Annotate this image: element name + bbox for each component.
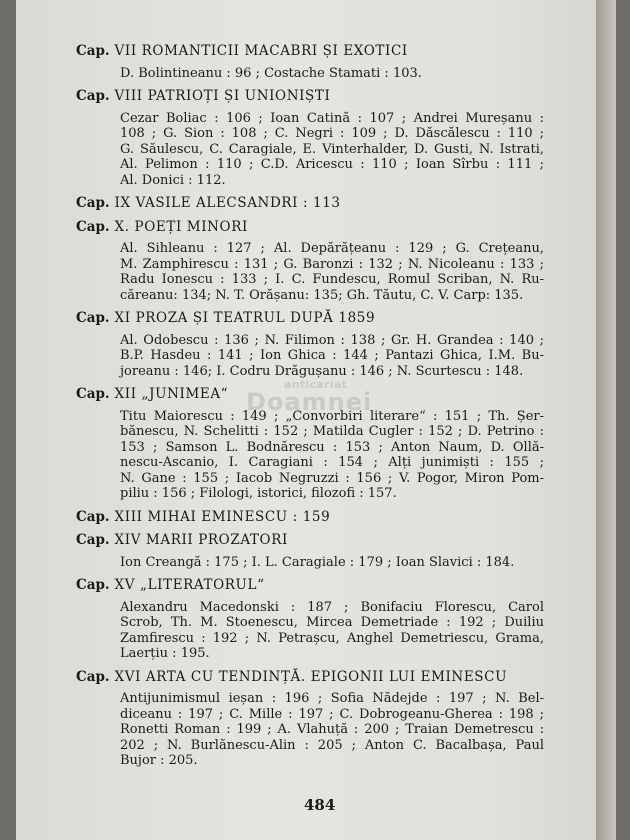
chapter-entry xyxy=(76,196,544,212)
chapter-entry-line: diceanu : 197 ; C. Mille : 197 ; C. Dobrogeanu-Gherea : 198 ; xyxy=(120,706,544,722)
chapter-entry xyxy=(76,311,544,379)
chapter-entry-line: căreanu: 134; N. T. Orășanu: 135; Gh. Tăutu, C. V. Carp: 135. xyxy=(120,287,524,303)
chapter-heading xyxy=(76,220,544,236)
chapter-entry-line: joreanu : 146; I. Codru Drăgușanu : 146 ; N. Scurtescu : 148. xyxy=(120,363,524,379)
chapter-entry-line: Zamfirescu : 192 ; N. Petrașcu, Anghel Demetriescu, Grama, xyxy=(120,630,544,646)
chapter-entry-line: Titu Maiorescu : 149 ; „Convorbiri literare“ : 151 ; Th. Șer- xyxy=(120,408,544,424)
chapter-entry-line: bănescu, N. Schelitti : 152 ; Matilda Cugler : 152 ; D. Petrino : xyxy=(120,424,544,439)
chapter-entry-line: nescu-Ascanio, I. Caragiani : 154 ; Alți junimiști : 155 ; xyxy=(120,455,544,470)
watermark-big-text: Doamnei xyxy=(246,388,373,416)
chapter-entry-line: 202 ; N. Burlănescu-Alin : 205 ; Anton C. Bacalbașa, Paul xyxy=(120,737,544,753)
chapter-entry-line: Al. Pelimon : 110 ; C.D. Aricescu : 110 ; Ioan Sîrbu : 111 ; xyxy=(120,157,544,172)
chapter-entry-line: Cezar Boliac : 106 ; Ioan Catină : 107 ; Andrei Mureșanu : xyxy=(120,110,544,126)
chapter-entry xyxy=(76,670,544,769)
chapter-entry-line: 153 ; Samson L. Bodnărescu : 153 ; Anton Naum, D. Ollă- xyxy=(120,439,544,455)
chapter-title: IX VASILE ALECSANDRI : 113 xyxy=(114,195,341,211)
page-edge xyxy=(596,0,616,840)
chapter-heading xyxy=(76,311,544,327)
chapter-entry-line: Laerțiu : 195. xyxy=(120,646,210,661)
chapter-heading xyxy=(76,670,544,686)
chapter-title: VIII PATRIOȚI ȘI UNIONIȘTI xyxy=(114,88,331,104)
chapter-title: XIV MARII PROZATORI xyxy=(114,532,288,548)
chapter-entry-line: B.P. Hasdeu : 141 ; Ion Ghica : 144 ; Pantazi Ghica, I.M. Bu- xyxy=(120,348,544,363)
chapter-entry xyxy=(76,510,544,526)
chapter-title: X. POEȚI MINORI xyxy=(114,218,248,235)
chapter-entry xyxy=(76,533,544,570)
chapter-prefix: Cap. xyxy=(76,668,110,685)
chapter-title: XII „JUNIMEA“ xyxy=(114,386,229,402)
page-number: 484 xyxy=(304,796,336,814)
chapter-entry xyxy=(76,220,544,304)
chapter-prefix: Cap. xyxy=(76,195,110,211)
chapter-heading xyxy=(76,578,544,594)
chapter-prefix: Cap. xyxy=(76,88,110,104)
chapter-heading xyxy=(76,387,544,403)
watermark-small-text: anticariat xyxy=(284,378,348,391)
chapter-entry-line: piliu : 156 ; Filologi, istorici, filozofi : 157. xyxy=(120,486,397,501)
chapter-entry-line: D. Bolintineanu : 96 ; Costache Stamati : 103. xyxy=(120,65,422,81)
chapter-heading xyxy=(76,89,544,105)
chapter-entry-line: Ronetti Roman : 199 ; A. Vlahuță : 200 ; Traian Demetrescu : xyxy=(120,722,544,737)
chapter-entry xyxy=(76,44,544,81)
chapter-prefix: Cap. xyxy=(76,532,110,548)
chapter-entry-line: Al. Sihleanu : 127 ; Al. Depărățeanu : 129 ; G. Crețeanu, xyxy=(120,241,544,256)
chapter-entry-line: Bujor : 205. xyxy=(120,753,198,768)
chapter-entry xyxy=(76,89,544,188)
chapter-entry-line: Ion Creangă : 175 ; I. L. Caragiale : 179 ; Ioan Slavici : 184. xyxy=(120,554,515,570)
chapter-entry-line: Alexandru Macedonski : 187 ; Bonifaciu Florescu, Carol xyxy=(120,599,544,615)
table-of-contents xyxy=(76,44,544,777)
chapter-heading xyxy=(76,533,544,549)
chapter-heading xyxy=(76,44,544,60)
chapter-entry-line: G. Săulescu, C. Caragiale, E. Vinterhalder, D. Gusti, N. Istrati, xyxy=(120,141,544,157)
chapter-entry xyxy=(76,387,544,502)
chapter-heading xyxy=(76,196,544,212)
chapter-title: XIII MIHAI EMINESCU : 159 xyxy=(114,508,331,525)
chapter-prefix: Cap. xyxy=(76,43,110,59)
chapter-entry-line: N. Gane : 155 ; Iacob Negruzzi : 156 ; V. Pogor, Miron Pom- xyxy=(120,470,544,486)
chapter-heading xyxy=(76,510,544,526)
chapter-entry-line: Scrob, Th. M. Stoenescu, Mircea Demetriade : 192 ; Duiliu xyxy=(120,615,544,630)
book-page xyxy=(16,0,616,840)
chapter-title: XV „LITERATORUL“ xyxy=(114,577,265,593)
chapter-entry-line: Antijunimismul ieșan : 196 ; Sofia Nădejde : 197 ; N. Bel- xyxy=(120,691,544,706)
chapter-entry-line: 108 ; G. Sion : 108 ; C. Negri : 109 ; D. Dăscălescu : 110 ; xyxy=(120,126,544,141)
chapter-entry-line: M. Zamphirescu : 131 ; G. Baronzi : 132 ; N. Nicoleanu : 133 ; xyxy=(120,256,544,272)
chapter-prefix: Cap. xyxy=(76,577,110,593)
chapter-title: VII ROMANTICII MACABRI ȘI EXOTICI xyxy=(114,43,408,59)
chapter-title: XVI ARTA CU TENDINȚĂ. EPIGONII LUI EMINESCU xyxy=(114,668,508,685)
chapter-entry-line: Al. Odobescu : 136 ; N. Filimon : 138 ; Gr. H. Grandea : 140 ; xyxy=(120,332,544,348)
chapter-prefix: Cap. xyxy=(76,386,110,402)
chapter-prefix: Cap. xyxy=(76,310,110,326)
chapter-prefix: Cap. xyxy=(76,508,110,525)
chapter-title: XI PROZA ȘI TEATRUL DUPĂ 1859 xyxy=(114,310,376,326)
chapter-entry-line: Al. Donici : 112. xyxy=(120,172,226,188)
chapter-prefix: Cap. xyxy=(76,218,110,235)
chapter-entry-line: Radu Ionescu : 133 ; I. C. Fundescu, Romul Scriban, N. Ru- xyxy=(120,272,544,287)
chapter-entry xyxy=(76,578,544,662)
